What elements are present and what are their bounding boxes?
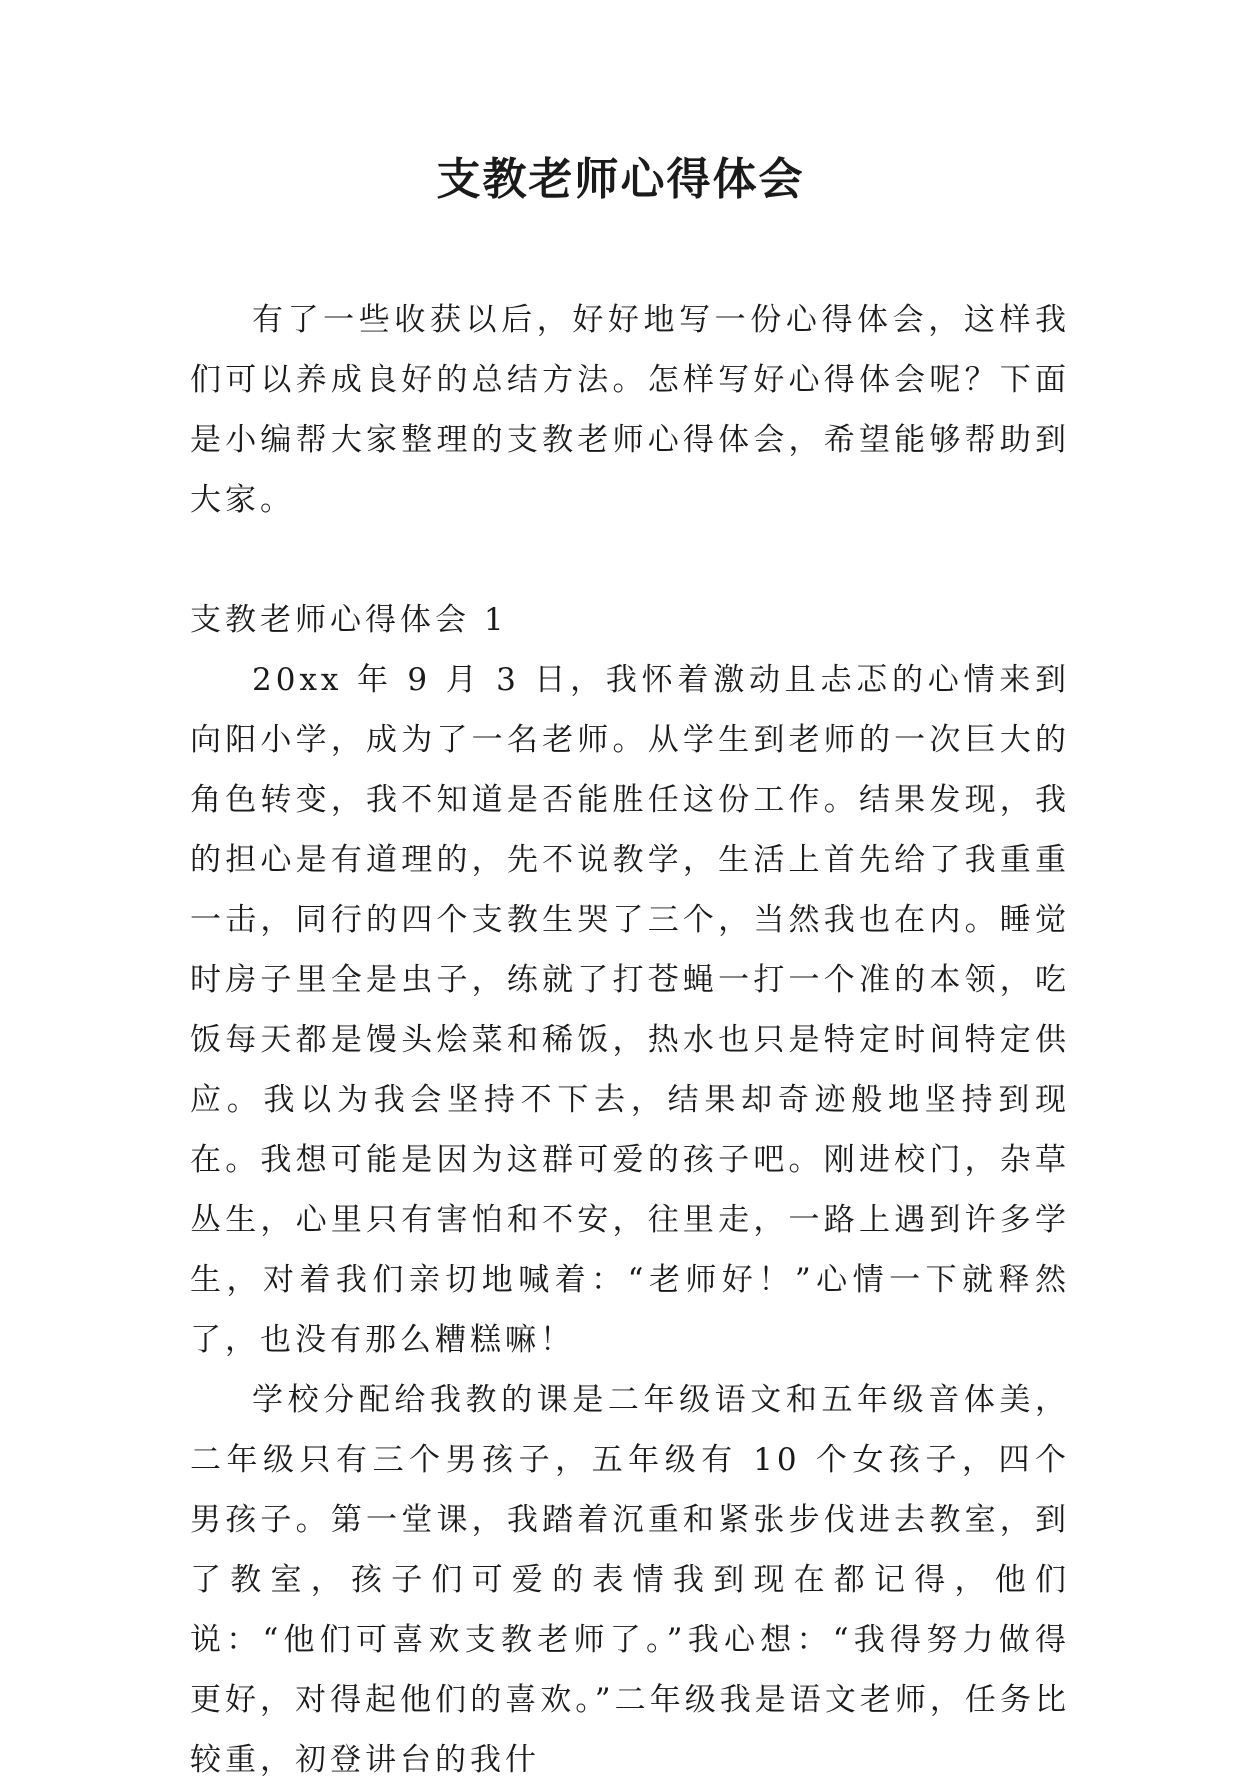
body-paragraph-2: 学校分配给我教的课是二年级语文和五年级音体美，二年级只有三个男孩子，五年级有 10 个女孩子，四个男孩子。第一堂课，我踏着沉重和紧张步伐进去教室，到了教室，孩子们可爱的表情我到现在都记得，他们说：“他们可喜欢支教老师了。”我心想：“我得努力做得更好，对得起他们的喜欢。”二年级我是语文老师，任务比较重，初登讲台的我什: [190, 1382, 1070, 1778]
document-body: [190, 290, 1070, 1790]
body-paragraph-1: 20xx 年 9 月 3 日，我怀着激动且忐忑的心情来到向阳小学，成为了一名老师。从学生到老师的一次巨大的角色转变，我不知道是否能胜任这份工作。结果发现，我的担心是有道理的，先不说教学，生活上首先给了我重重一击，同行的四个支教生哭了三个，当然我也在内。睡觉时房子里全是虫子，练就了打苍蝇一打一个准的本领，吃饭每天都是馒头烩菜和稀饭，热水也只是特定时间特定供应。我以为我会坚持不下去，结果却奇迹般地坚持到现在。我想可能是因为这群可爱的孩子吧。刚进校门，杂草丛生，心里只有害怕和不安，往里走，一路上遇到许多学生，对着我们亲切地喊着：“老师好！”心情一下就释然了，也没有那么糟糕嘛！: [190, 662, 1070, 1358]
section-heading: 支教老师心得体会 1: [190, 602, 508, 638]
intro-paragraph: 有了一些收获以后，好好地写一份心得体会，这样我们可以养成良好的总结方法。怎样写好心得体会呢？下面是小编帮大家整理的支教老师心得体会，希望能够帮助到大家。: [190, 302, 1070, 518]
document-title: 支教老师心得体会: [436, 154, 805, 205]
